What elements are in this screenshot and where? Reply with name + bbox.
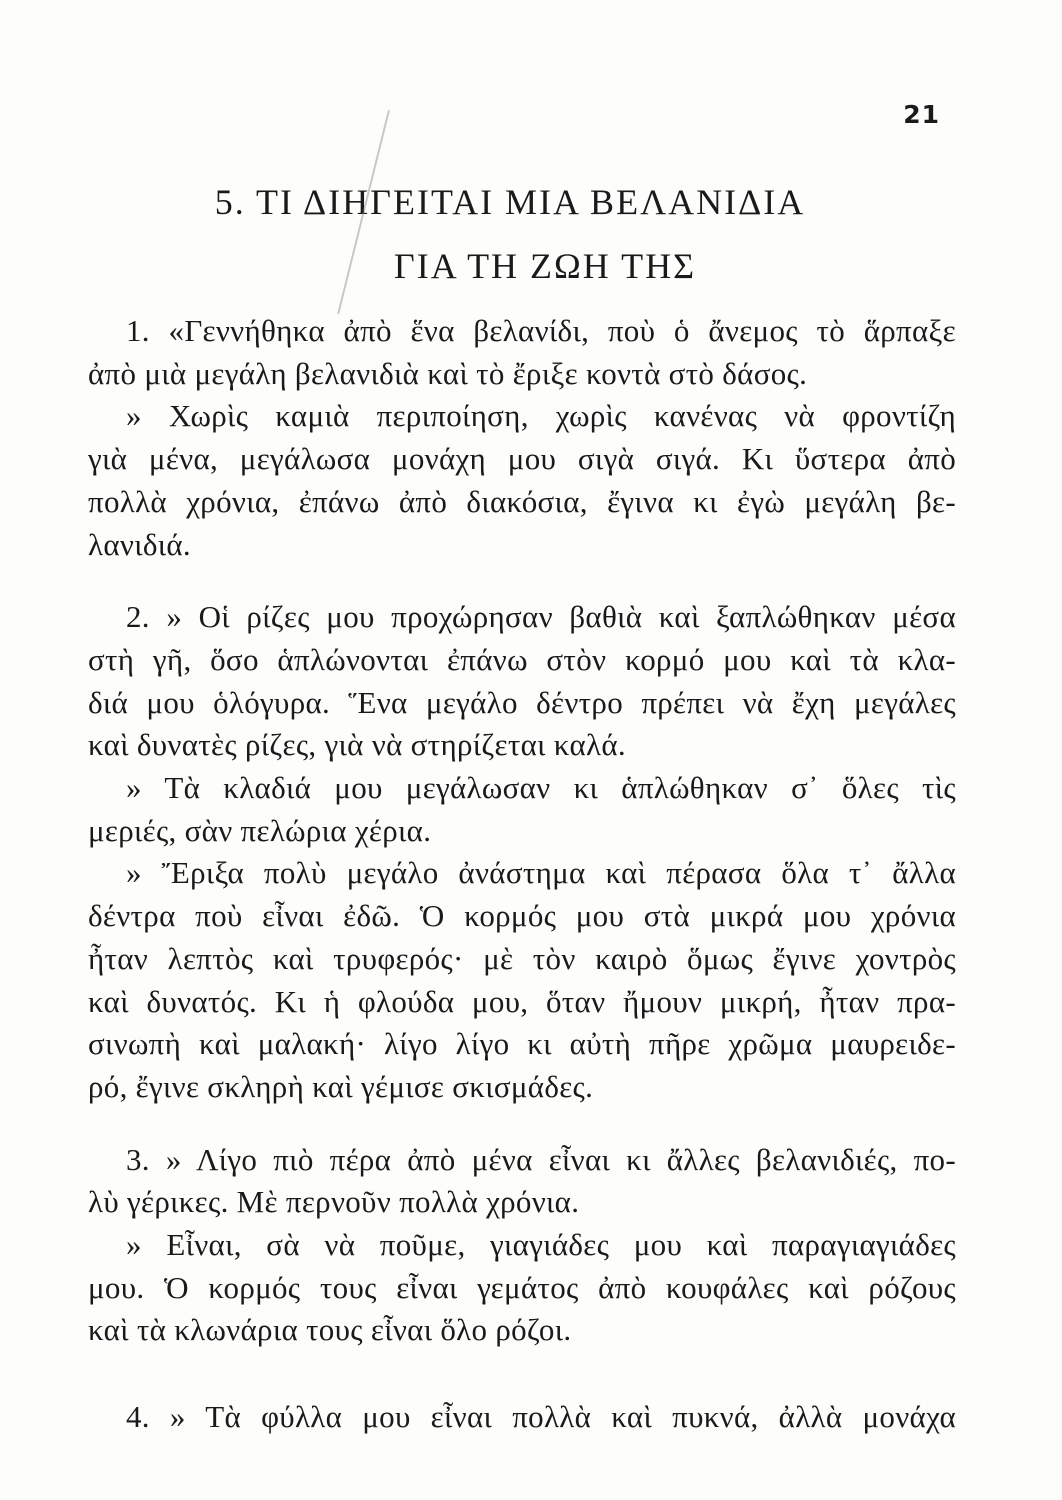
text-line: δέντρα ποὺ εἶναι ἐδῶ. Ὁ κορμός μου στὰ μικρά μου χρόνια xyxy=(88,898,956,934)
text-line: » Ἔριξα πολὺ μεγάλο ἀνάστημα καὶ πέρασα ὅλα τ᾽ ἄλλα xyxy=(126,855,956,891)
text-line: στὴ γῆ, ὅσο ἁπλώνονται ἐπάνω στὸν κορμό μου καὶ τὰ κλα- xyxy=(88,641,956,677)
page-number: 21 xyxy=(903,100,940,129)
text-line: 2. » Οἱ ρίζες μου προχώρησαν βαθιὰ καὶ ξαπλώθηκαν μέσα xyxy=(126,599,956,635)
body-text xyxy=(88,310,956,1439)
text-line: πολλὰ χρόνια, ἐπάνω ἀπὸ διακόσια, ἔγινα κι ἐγὼ μεγάλη βε- xyxy=(88,483,956,519)
text-line: καὶ δυνατός. Κι ἡ φλούδα μου, ὅταν ἤμουν μικρή, ἦταν πρα- xyxy=(88,983,956,1019)
paragraph-8 xyxy=(88,1396,956,1439)
text-line: ρό, ἔγινε σκληρὴ καὶ γέμισε σκισμάδες. xyxy=(88,1068,594,1104)
paragraph-3 xyxy=(88,596,956,767)
text-line: » Χωρὶς καμιὰ περιποίηση, χωρὶς κανένας νὰ φροντίζη xyxy=(126,398,956,434)
text-line: » Εἶναι, σὰ νὰ ποῦμε, γιαγιάδες μου καὶ παραγιαγιάδες xyxy=(126,1227,956,1263)
text-line: διά μου ὁλόγυρα. Ἕνα μεγάλο δέντρο πρέπει νὰ ἔχη μεγάλες xyxy=(88,684,956,720)
text-line: 1. «Γεννήθηκα ἀπὸ ἕνα βελανίδι, ποὺ ὁ ἄνεμος τὸ ἅρπαξε xyxy=(126,313,956,348)
text-line: γιὰ μένα, μεγάλωσα μονάχη μου σιγὰ σιγά. Κι ὕστερα ἀπὸ xyxy=(88,441,956,477)
text-line: ἀπὸ μιὰ μεγάλη βελανιδιὰ καὶ τὸ ἔριξε κοντὰ στὸ δάσος. xyxy=(88,355,808,391)
chapter-title-line-1: 5. ΤΙ ΔΙΗΓΕΙΤΑΙ ΜΙΑ ΒΕΛΑΝΙΔΙΑ xyxy=(214,182,806,222)
text-line: 3. » Λίγο πιὸ πέρα ἀπὸ μένα εἶναι κι ἄλλες βελανιδιές, πο- xyxy=(126,1141,956,1177)
text-line: λανιδιά. xyxy=(88,526,191,562)
text-line: » Τὰ κλαδιά μου μεγάλωσαν κι ἁπλώθηκαν σ᾽ ὅλες τὶς xyxy=(126,770,956,806)
chapter-title-line-2: ΓΙΑ ΤΗ ΖΩΗ ΤΗΣ xyxy=(393,246,697,286)
text-line: σινωπὴ καὶ μαλακή· λίγο λίγο κι αὐτὴ πῆρε χρῶμα μαυρειδε- xyxy=(88,1026,956,1062)
text-line: μεριές, σὰν πελώρια χέρια. xyxy=(88,812,432,848)
paragraph-5 xyxy=(88,852,956,1108)
text-line: 4. » Τὰ φύλλα μου εἶναι πολλὰ καὶ πυκνά, ἀλλὰ μονάχα xyxy=(126,1399,956,1435)
paragraph-6 xyxy=(88,1139,956,1224)
text-line: ἦταν λεπτὸς καὶ τρυφερός· μὲ τὸν καιρὸ ὅμως ἔγινε χοντρὸς xyxy=(88,940,956,976)
paragraph-1 xyxy=(88,310,956,395)
text-line: καὶ τὰ κλωνάρια τους εἶναι ὅλο ρόζοι. xyxy=(88,1312,572,1348)
paragraph-4 xyxy=(88,767,956,852)
chapter-title xyxy=(150,170,870,298)
text-line: καὶ δυνατὲς ρίζες, γιὰ νὰ στηρίζεται καλά. xyxy=(88,727,626,763)
text-line: λὺ γέρικες. Μὲ περνοῦν πολλὰ χρόνια. xyxy=(88,1184,580,1220)
paragraph-2 xyxy=(88,395,956,566)
text-line: μου. Ὁ κορμός τους εἶναι γεμάτος ἀπὸ κουφάλες καὶ ρόζους xyxy=(88,1269,956,1305)
paragraph-7 xyxy=(88,1224,956,1352)
